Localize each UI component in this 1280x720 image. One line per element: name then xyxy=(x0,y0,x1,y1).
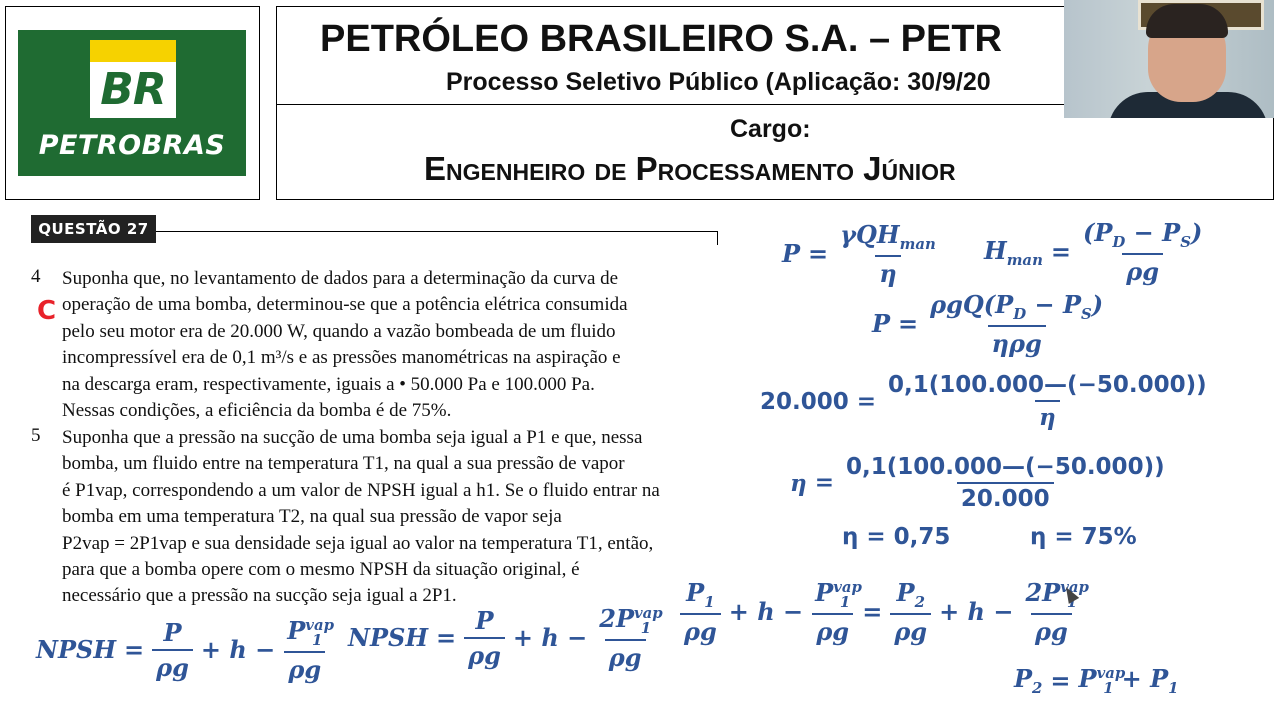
item-text xyxy=(62,266,718,424)
eta-percent: η = 75% xyxy=(1030,524,1137,550)
numerator xyxy=(283,616,334,651)
fraction xyxy=(464,606,505,670)
subscript: 2 xyxy=(1032,678,1043,697)
text-line: pelo seu motor era de 20.000 W, quando a vazão bombeada de um fluido xyxy=(62,320,616,342)
formula-lhs: P xyxy=(872,309,891,339)
text-line: Suponha que a pressão na sucção de uma bomba seja igual a P1 e que, nessa xyxy=(62,427,643,448)
item-number: 5 xyxy=(31,425,41,446)
question-rule xyxy=(156,231,718,232)
subscript: man xyxy=(899,234,936,253)
item-text xyxy=(62,425,718,610)
denominator: ρg xyxy=(605,639,646,672)
presenter-hair xyxy=(1146,4,1228,38)
formula-lhs: NPSH xyxy=(36,635,116,665)
subscript: D xyxy=(1112,232,1126,251)
fraction xyxy=(836,220,940,288)
position-title: Engenheiro de Processamento Júnior xyxy=(424,150,956,187)
num-part: ρgQ(P xyxy=(930,290,1014,319)
num-part: − P xyxy=(1026,290,1081,319)
exam-title: PETRÓLEO BRASILEIRO S.A. – PETR xyxy=(320,18,1002,60)
numerator xyxy=(595,604,663,639)
text-line: P2vap = 2P1vap e sua densidade seja igual ao valor na temperatura T1, então, xyxy=(62,532,654,554)
term-text: + P xyxy=(1121,664,1169,693)
num-part: (P xyxy=(1083,218,1113,247)
result-term xyxy=(1078,664,1126,697)
denominator: ρg xyxy=(152,649,193,682)
plus-h-term: + h − xyxy=(939,597,1014,627)
formula-lhs: NPSH xyxy=(348,623,428,653)
subscript: 1 xyxy=(839,592,851,611)
power-formula xyxy=(782,220,940,288)
text-line: bomba em uma temperatura T2, na qual sua pressão de vapor seja xyxy=(62,506,562,528)
subscript: D xyxy=(1013,304,1027,323)
numerator xyxy=(893,578,929,613)
fraction xyxy=(152,618,193,682)
solve-eta-formula xyxy=(790,454,1169,512)
logo-br-mark: BR xyxy=(90,62,176,118)
equals-sign: = xyxy=(814,470,835,496)
item-number: 4 xyxy=(31,266,41,287)
text-line: é P1vap, correspondendo a um valor de NPSH igual a h1. Se o fluido entrar na xyxy=(62,479,660,501)
logo-wordmark: PETROBRAS xyxy=(38,130,226,161)
question-rule-end xyxy=(717,231,718,245)
subscript: 1 xyxy=(1168,678,1179,697)
fraction xyxy=(842,454,1169,512)
equals-sign: = xyxy=(808,239,829,269)
text-line: operação de uma bomba, determinou-se que a potência elétrica consumida xyxy=(62,294,628,316)
subscript: man xyxy=(1006,250,1043,269)
lhs-text: H xyxy=(984,235,1007,265)
num-part: − P xyxy=(1125,218,1181,247)
denominator: ρg xyxy=(464,637,505,670)
subscript: 1 xyxy=(1066,592,1078,611)
npsh-formula-2 xyxy=(348,604,663,672)
subscript: 2 xyxy=(914,592,925,611)
num-part: P xyxy=(686,578,705,607)
head-formula xyxy=(984,218,1206,286)
cargo-label: Cargo: xyxy=(730,115,811,143)
denominator: η xyxy=(1035,400,1060,431)
subscript: 1 xyxy=(1103,678,1114,697)
numerator xyxy=(926,290,1107,325)
num-part: 2P xyxy=(599,604,634,633)
subscript: 1 xyxy=(704,592,715,611)
question-badge: QUESTÃO 27 xyxy=(31,215,156,243)
equals-sign: = xyxy=(124,635,145,665)
plus-h-term: + h − xyxy=(512,623,588,653)
denominator: ρg xyxy=(1122,253,1163,286)
denominator: 20.000 xyxy=(957,482,1054,512)
text-line: Suponha que, no levantamento de dados para a determinação da curva de xyxy=(62,268,619,289)
fraction xyxy=(926,290,1107,358)
term-text: P xyxy=(1078,664,1097,693)
num-part: P xyxy=(896,578,915,607)
fraction xyxy=(884,372,1211,431)
denominator: ηρg xyxy=(988,325,1046,358)
equals-sign: = xyxy=(898,309,919,339)
superscript: vap xyxy=(833,578,862,596)
superscript: vap xyxy=(305,616,334,634)
denominator: ρg xyxy=(284,651,325,684)
formula-lhs: η xyxy=(790,469,807,497)
numerator xyxy=(836,220,940,255)
combined-formula xyxy=(872,290,1107,358)
numerator-text: γQH xyxy=(840,220,900,249)
numerator xyxy=(811,578,862,613)
numerator: P xyxy=(475,605,494,635)
denominator: ρg xyxy=(812,613,853,646)
superscript: vap xyxy=(634,604,663,622)
numerator: 0,1(100.000—(−50.000)) xyxy=(888,372,1207,398)
denominator: ρg xyxy=(680,613,721,646)
equals-sign: = xyxy=(856,388,877,415)
fraction xyxy=(283,616,334,684)
equals-sign: = xyxy=(1050,665,1071,695)
eta-decimal: η = 0,75 xyxy=(842,524,951,550)
text-line: bomba, um fluido entre na temperatura T1, na qual a sua pressão de vapor xyxy=(62,453,625,475)
num-part: 2P xyxy=(1025,578,1061,607)
fraction xyxy=(890,578,931,646)
text-line: necessário que a pressão na sucção seja igual a 2P1. xyxy=(62,585,457,607)
text-line: na descarga eram, respectivamente, iguais a • 50.000 Pa e 100.000 Pa. xyxy=(62,373,595,395)
plus-h-term: + h − xyxy=(728,597,804,627)
formula-lhs xyxy=(984,236,1043,269)
formula-lhs: P xyxy=(782,239,801,269)
subscript: S xyxy=(1180,232,1191,251)
formula-lhs: 20.000 xyxy=(760,388,849,415)
fraction xyxy=(811,578,862,646)
denominator: η xyxy=(875,255,900,288)
numerator: 0,1(100.000—(−50.000)) xyxy=(846,454,1165,480)
superscript: vap xyxy=(1096,664,1126,682)
formula-lhs xyxy=(1014,664,1042,697)
fraction xyxy=(680,578,721,646)
fraction xyxy=(595,604,663,672)
numerator: P xyxy=(163,617,182,647)
exam-subtitle: Processo Seletivo Público (Aplicação: 30/9/20 xyxy=(446,68,991,96)
denominator: ρg xyxy=(1031,613,1072,646)
denominator: ρg xyxy=(890,613,931,646)
num-part: ) xyxy=(1190,218,1203,247)
text-line: Nessas condições, a eficiência da bomba é de 75%. xyxy=(62,400,452,422)
num-part: P xyxy=(287,616,306,645)
plus-h-term: + h − xyxy=(200,635,276,665)
result-formula xyxy=(1014,664,1178,697)
npsh-equality xyxy=(680,578,1089,646)
substitution-formula xyxy=(760,372,1211,431)
subscript: 1 xyxy=(640,618,652,637)
equals-sign: = xyxy=(1050,237,1071,267)
text-line: incompressível era de 0,1 m³/s e as pressões manométricas na aspiração e xyxy=(62,347,621,369)
num-part: ) xyxy=(1091,290,1104,319)
result-term xyxy=(1122,664,1179,697)
answer-mark: C xyxy=(37,296,57,326)
subscript: S xyxy=(1081,304,1092,323)
superscript: vap xyxy=(1060,578,1089,596)
webcam-overlay xyxy=(1064,0,1274,118)
lhs-text: P xyxy=(1014,664,1033,693)
num-part: P xyxy=(815,578,834,607)
npsh-formula-1 xyxy=(36,616,334,684)
numerator xyxy=(682,578,718,613)
text-line: para que a bomba opere com o mesmo NPSH da situação original, é xyxy=(62,559,580,581)
subscript: 1 xyxy=(311,630,323,649)
equals-sign: = xyxy=(436,623,457,653)
numerator xyxy=(1079,218,1206,253)
equals-sign: = xyxy=(862,597,883,627)
fraction xyxy=(1079,218,1206,286)
